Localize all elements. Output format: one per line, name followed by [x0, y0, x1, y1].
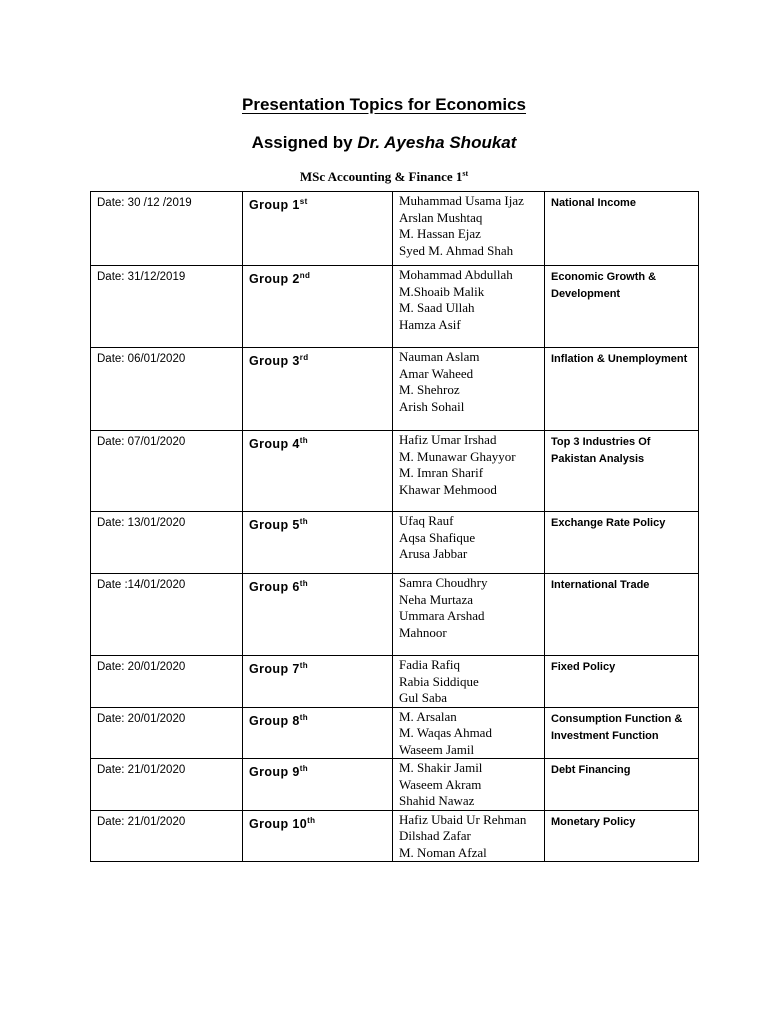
member-name: Hamza Asif — [399, 316, 461, 332]
member-name: Syed M. Ahmad Shah — [399, 242, 514, 258]
group-ordinal: nd — [299, 271, 311, 280]
program-name: MSc Accounting & Finance 1 — [299, 169, 463, 184]
member-name: Waseem Akram — [399, 776, 482, 792]
group-cell — [243, 431, 393, 512]
member-name: Ufaq Rauf — [399, 513, 454, 528]
members-cell — [393, 348, 545, 431]
member-name: M. Noman Afzal — [399, 844, 487, 860]
group-cell — [243, 574, 393, 656]
topic-cell: Debt Financing — [545, 759, 699, 811]
members-cell — [393, 759, 545, 811]
group-ordinal: rd — [299, 353, 309, 362]
group-cell — [243, 759, 393, 811]
group-name: Group 4 — [249, 437, 300, 451]
member-name: M. Saad Ullah — [399, 300, 475, 315]
members-cell — [393, 707, 545, 759]
member-name: Hafiz Umar Irshad — [399, 432, 497, 447]
date-cell: Date: 30 /12 /2019 — [91, 192, 243, 266]
group-name: Group 6 — [249, 580, 300, 594]
members-cell — [393, 656, 545, 708]
table-row — [91, 512, 699, 574]
member-name: M. Shehroz — [399, 382, 460, 397]
date-cell: Date: 13/01/2020 — [91, 512, 243, 574]
topic-cell: Top 3 Industries Of Pakistan Analysis — [545, 431, 699, 512]
group-ordinal: th — [299, 517, 309, 526]
member-name: Gul Saba — [399, 690, 448, 705]
page-title: Presentation Topics for Economics — [241, 95, 527, 114]
date-cell: Date: 07/01/2020 — [91, 431, 243, 512]
assigned-by-line — [0, 133, 768, 153]
member-name: Aqsa Shafique — [399, 529, 476, 545]
date-cell: Date :14/01/2020 — [91, 574, 243, 656]
member-name: M. Imran Sharif — [399, 465, 484, 480]
topic-cell: Exchange Rate Policy — [545, 512, 699, 574]
member-name: M. Waqas Ahmad — [399, 725, 492, 740]
member-name: M. Munawar Ghayyor — [399, 448, 516, 464]
member-name: Ummara Arshad — [399, 608, 485, 623]
group-ordinal: th — [299, 579, 309, 588]
group-cell — [243, 192, 393, 266]
member-name: Arish Sohail — [399, 398, 465, 414]
member-name: Dilshad Zafar — [399, 828, 471, 843]
table-row — [91, 348, 699, 431]
group-cell — [243, 348, 393, 431]
member-name: Muhammad Usama Ijaz — [399, 193, 524, 208]
group-cell — [243, 266, 393, 348]
topic-cell: Fixed Policy — [545, 656, 699, 708]
member-name: Arusa Jabbar — [399, 546, 468, 561]
date-cell: Date: 06/01/2020 — [91, 348, 243, 431]
table-row — [91, 431, 699, 512]
program-subtitle — [0, 169, 768, 185]
date-cell: Date: 20/01/2020 — [91, 656, 243, 708]
members-cell — [393, 266, 545, 348]
member-name: Shahid Nawaz — [399, 793, 475, 808]
group-name: Group 9 — [249, 765, 300, 779]
assigned-by-label: Assigned by — [251, 133, 358, 152]
member-name: Mahnoor — [399, 624, 447, 640]
member-name: Rabia Siddique — [399, 673, 479, 689]
members-cell — [393, 431, 545, 512]
members-cell — [393, 512, 545, 574]
members-cell — [393, 574, 545, 656]
member-name: Amar Waheed — [399, 365, 474, 381]
table-row — [91, 810, 699, 862]
group-ordinal: th — [299, 764, 309, 773]
topic-cell: International Trade — [545, 574, 699, 656]
topic-cell: Consumption Function & Investment Function — [545, 707, 699, 759]
group-name: Group 1 — [249, 198, 300, 212]
table-row — [91, 574, 699, 656]
member-name: Waseem Jamil — [399, 741, 475, 757]
topic-cell: Monetary Policy — [545, 810, 699, 862]
group-name: Group 10 — [249, 816, 308, 831]
table-row — [91, 707, 699, 759]
member-name: M. Shakir Jamil — [399, 760, 483, 775]
group-ordinal: th — [299, 436, 309, 445]
topic-cell: National Income — [545, 192, 699, 266]
member-name: Nauman Aslam — [399, 349, 480, 364]
member-name: M.Shoaib Malik — [399, 283, 485, 299]
group-cell — [243, 810, 393, 862]
group-ordinal: th — [299, 712, 309, 722]
topic-cell: Economic Growth & Development — [545, 266, 699, 348]
member-name: M. Hassan Ejaz — [399, 226, 481, 241]
group-name: Group 7 — [249, 662, 300, 676]
group-name: Group 3 — [249, 354, 300, 368]
group-name: Group 2 — [249, 272, 300, 286]
group-ordinal: th — [299, 661, 309, 670]
group-ordinal: st — [299, 197, 308, 206]
members-cell — [393, 192, 545, 266]
member-name: M. Arsalan — [399, 708, 457, 724]
member-name: Samra Choudhry — [399, 575, 488, 590]
group-name: Group 8 — [249, 713, 300, 728]
topic-cell: Inflation & Unemployment — [545, 348, 699, 431]
member-name: Neha Murtaza — [399, 591, 473, 607]
teacher-name: Dr. Ayesha Shoukat — [357, 133, 517, 152]
date-cell: Date: 21/01/2020 — [91, 810, 243, 862]
member-name: Khawar Mehmood — [399, 481, 497, 497]
date-cell: Date: 31/12/2019 — [91, 266, 243, 348]
program-ordinal: st — [462, 169, 469, 178]
date-cell: Date: 20/01/2020 — [91, 707, 243, 759]
table-row — [91, 192, 699, 266]
table-row — [91, 656, 699, 708]
member-name: Mohammad Abdullah — [399, 267, 513, 282]
table-row — [91, 759, 699, 811]
schedule-table — [90, 191, 699, 862]
group-cell — [243, 512, 393, 574]
date-cell: Date: 21/01/2020 — [91, 759, 243, 811]
member-name: Fadia Rafiq — [399, 657, 461, 672]
member-name: Arslan Mushtaq — [399, 209, 483, 225]
members-cell — [393, 810, 545, 862]
group-ordinal: th — [307, 815, 316, 825]
group-cell — [243, 656, 393, 708]
member-name: Hafiz Ubaid Ur Rehman — [399, 811, 527, 827]
group-name: Group 5 — [249, 518, 300, 532]
group-cell — [243, 707, 393, 759]
table-row — [91, 266, 699, 348]
